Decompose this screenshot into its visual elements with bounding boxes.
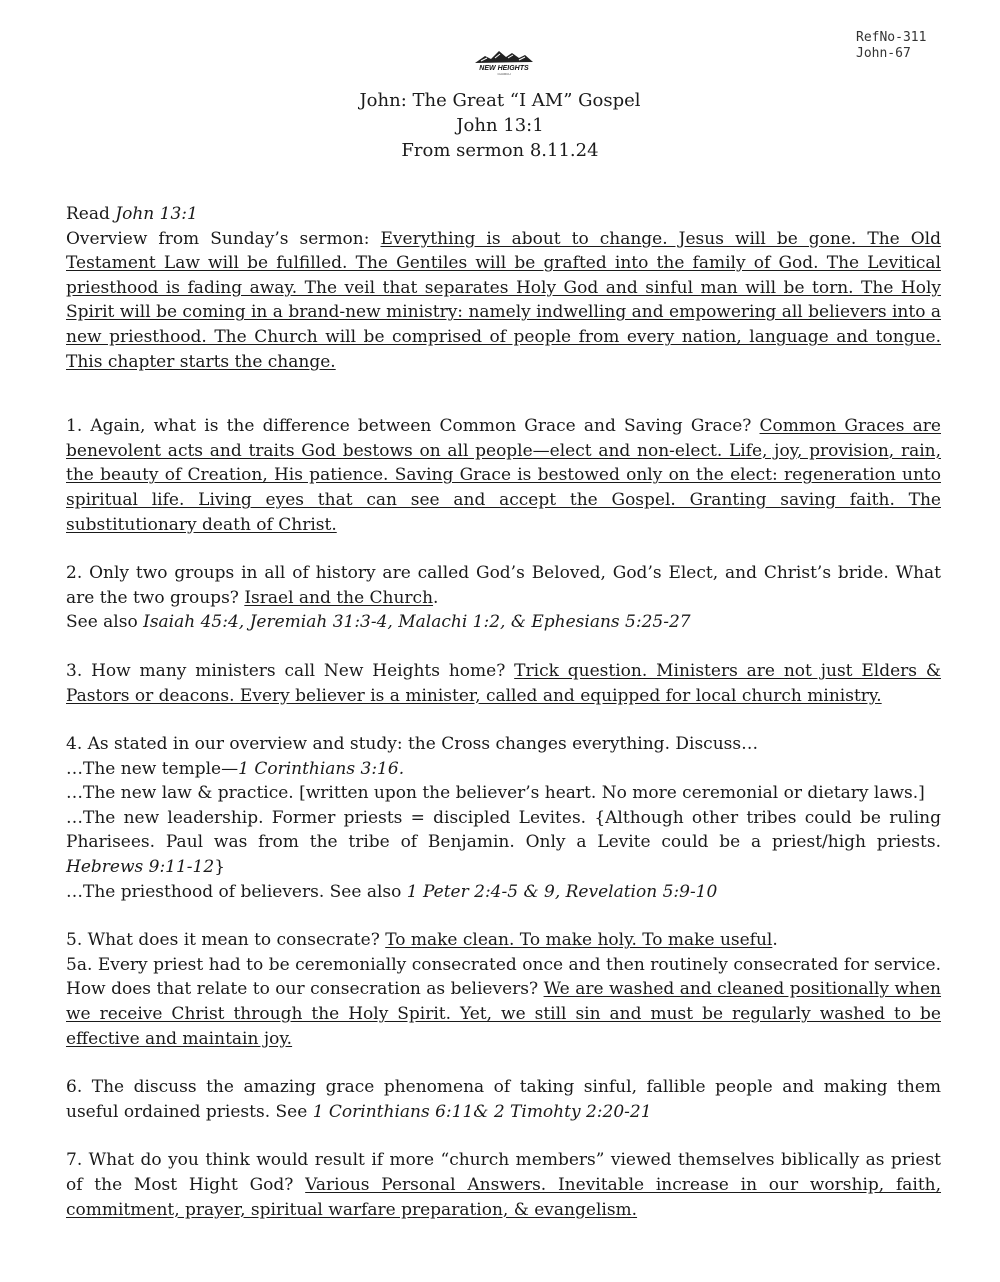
ref-code: John-67 (856, 46, 911, 61)
answer-5: To make clean. To make holy. To make useful (385, 930, 773, 951)
question-7: 7. What do you think would result if more “church members” viewed themselves biblically as priest of the Most Hight God? Various Personal Answers. Inevitable increase in our worship, faith, commitment, prayer, spiritual warfare preparation, & evangelism. (66, 1150, 942, 1220)
question-3: 3. How many ministers call New Heights home? Trick question. Ministers are not just Elders & Pastors or deacons. Every believer is a minister, called and equipped for local church ministry. (66, 660, 941, 706)
question-6: 6. The discuss the amazing grace phenomena of taking sinful, fallible people and making them useful ordained priests. See 1 Corinthians 6:11& 2 Timohty 2:20-21 (66, 1077, 941, 1122)
sermon-date: From sermon 8.11.24 (401, 140, 599, 161)
answer-1: Common Graces are benevolent acts and traits God bestows on all people—elect and non-elect. Life, joy, provision, rain, the beauty of Creation, His patience. Saving Grace is bestowed only on the elect: regeneration unto spiritual life. Living eyes that can see and accept the Gospel. Granting saving faith. The substitutionary death of Christ. (66, 416, 941, 535)
question-5: 5. What does it mean to consecrate? To make clean. To make holy. To make useful. (66, 930, 778, 951)
overview-answer: Everything is about to change. Jesus will be gone. The Old Testament Law will be fulfilled. The Gentiles will be grafted into the family of God. The Levitical priesthood is fading away. The veil that separates Holy God and sinful man will be torn. The Holy Spirit will be coming in a brand-new ministry: namely indwelling and empowering all believers into a new priesthood. The Church will be comprised of people from every nation, language and tongue. This chapter starts the change. (66, 228, 941, 372)
question-4: 4. As stated in our overview and study: the Cross changes everything. Discuss… (66, 734, 759, 755)
question-2: 2. Only two groups in all of history are called God’s Beloved, God’s Elect, and Christ’s bride. What are the two groups? Israel and the Church. (66, 563, 941, 608)
church-logo (473, 48, 535, 76)
reference-number (856, 30, 926, 62)
read-line: Read John 13:1 (66, 204, 198, 224)
answer-5a: We are washed and cleaned positionally when we receive Christ through the Holy Spirit. Yet, we still sin and must be regularly washed to be effective and maintain joy. (66, 979, 942, 1049)
answer-7: Various Personal Answers. Inevitable increase in our worship, faith, commitment, prayer, spiritual warfare preparation, & evangelism. (66, 1175, 942, 1220)
read-reference: John 13:1 (115, 204, 198, 224)
logo-text: NEW HEIGHTS (479, 65, 529, 72)
question-5a: 5a. Every priest had to be ceremonially consecrated once and then routinely consecrated for service. How does that relate to our consecration as believers? We are washed and cleaned positionally when we receive Christ through the Holy Spirit. Yet, we still sin and must be regularly washed to be effective and maintain joy. (66, 954, 942, 1049)
question-1: 1. Again, what is the difference between Common Grace and Saving Grace? Common Graces are benevolent acts and traits God bestows on all people—elect and non-elect. Life, joy, provision, rain, the beauty of Creation, His patience. Saving Grace is bestowed only on the elect: regeneration unto spiritual life. Living eyes that can see and accept the Gospel. Granting saving faith. The substitutionary death of Christ. (66, 416, 941, 535)
ref-number: RefNo-311 (856, 30, 927, 45)
discuss-leadership: …The new leadership. Former priests = discipled Levites. {Although other tribes could be ruling Pharisees. Paul was from the tribe of Benjamin. Only a Levite could be a priest/high priests. Hebrews 9:11-12} (66, 807, 941, 878)
overview-paragraph: Overview from Sunday’s sermon: Everything is about to change. Jesus will be gone. The Old Testament Law will be fulfilled. The Gentiles will be grafted into the family of God. The Levitical priesthood is fading away. The veil that separates Holy God and sinful man will be torn. The Holy Spirit will be coming in a brand-new ministry: namely indwelling and empowering all believers into a new priesthood. The Church will be comprised of people from every nation, language and tongue. This chapter starts the change. (66, 228, 941, 372)
mountain-logo-icon (473, 48, 535, 76)
question-2-references: See also Isaiah 45:4, Jeremiah 31:3-4, Malachi 1:2, & Ephesians 5:25-27 (66, 612, 691, 633)
answer-2: Israel and the Church (244, 587, 434, 608)
passage-reference: John 13:1 (456, 115, 544, 136)
document-body (66, 202, 941, 1222)
answer-3: Trick question. Ministers are not just Elders & Pastors or deacons. Every believer is a minister, called and equipped for local church ministry. (66, 660, 941, 706)
document-title: John: The Great “I AM” Gospel (359, 90, 641, 111)
document-header (0, 88, 1000, 163)
discuss-temple: …The new temple—1 Corinthians 3:16. (66, 758, 405, 779)
discuss-law: …The new law & practice. [written upon the believer’s heart. No more ceremonial or dietary laws.] (66, 783, 925, 804)
discuss-priesthood: …The priesthood of believers. See also 1 Peter 2:4-5 & 9, Revelation 5:9-10 (66, 881, 718, 902)
logo-subtext: CHURCH (497, 72, 511, 76)
